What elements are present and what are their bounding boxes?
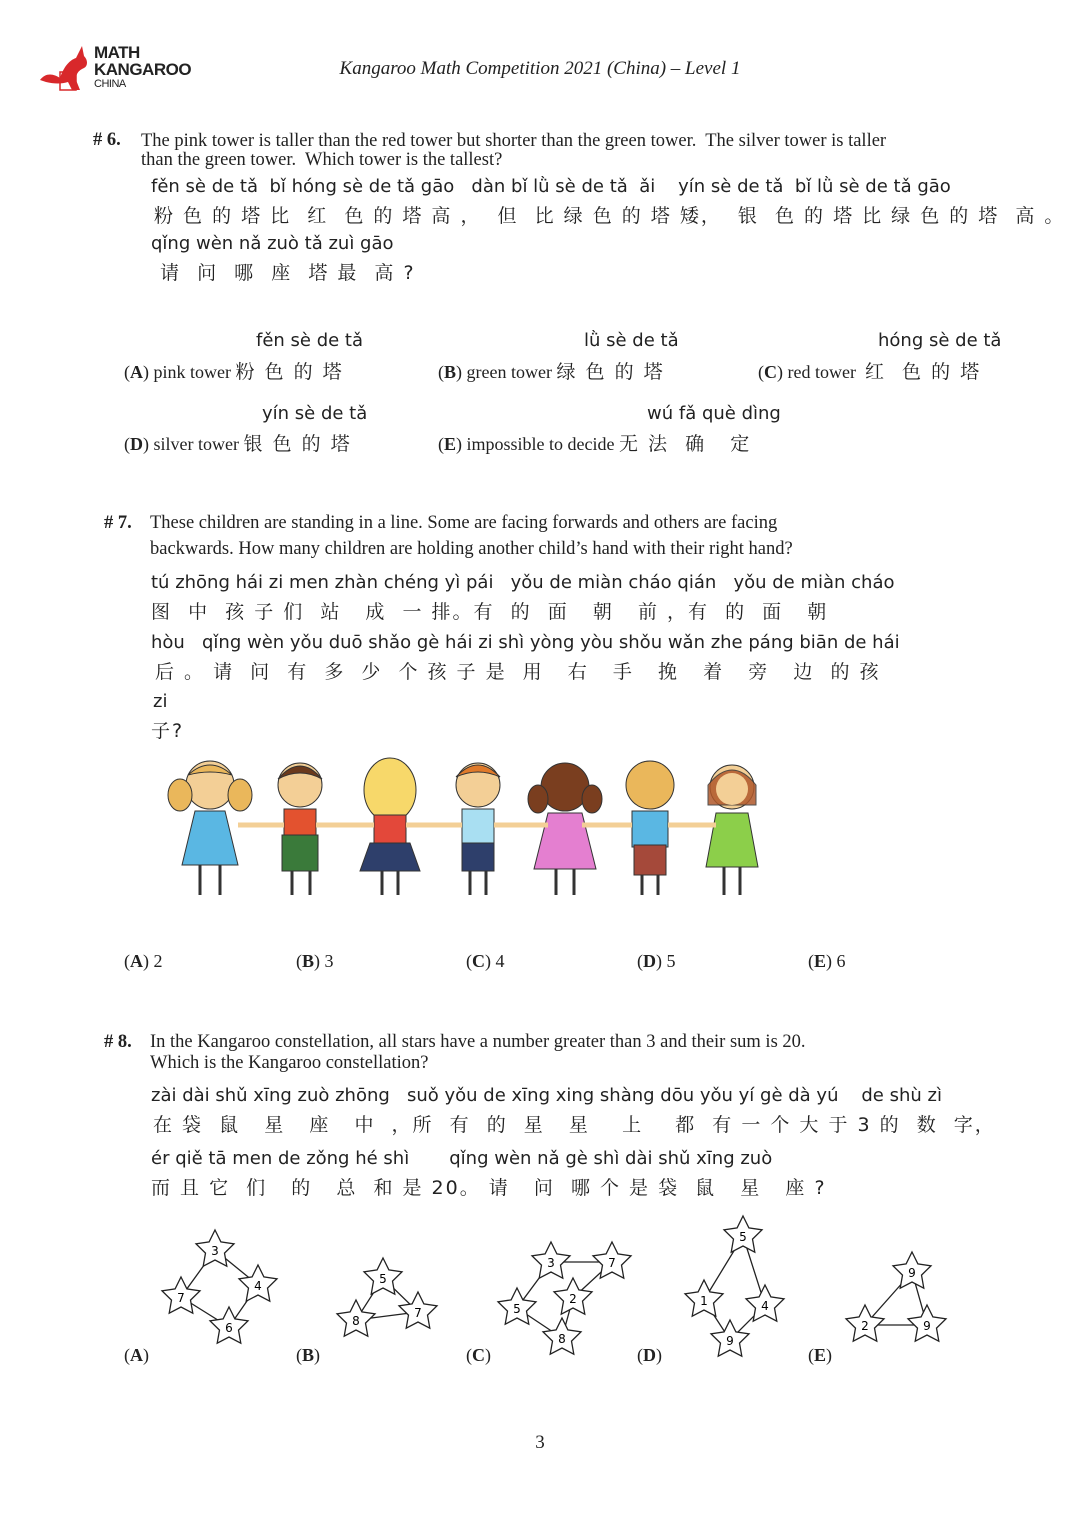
q6-option-e-pinyin: wú fǎ què dìng — [647, 403, 781, 424]
q6-option-a-pinyin: fěn sè de tǎ — [256, 330, 364, 351]
constellation-a-label: 3 — [211, 1244, 219, 1258]
constellation-a-label: 6 — [225, 1321, 233, 1335]
q7-option-e-letter: E — [814, 951, 827, 971]
q6-english-line1: The pink tower is taller than the red tower but shorter than the green tower. The silver tower is taller — [141, 131, 887, 151]
q8-option-c[interactable]: (C) — [466, 1345, 491, 1365]
q6-option-b-pinyin: lǜ sè de tǎ — [584, 330, 679, 351]
child-2 — [278, 763, 322, 895]
q6-option-c-chinese: 红 色 的 塔 — [864, 361, 982, 383]
q6-english-line2: than the green tower. Which tower is the tallest? — [141, 150, 503, 170]
q7-chinese-line3: 子? — [151, 720, 185, 742]
q7-option-a[interactable]: (A) 2 — [124, 951, 163, 971]
q8-option-b[interactable]: (B) — [296, 1345, 321, 1365]
q6-option-b-text: green tower — [466, 362, 552, 382]
q8-chinese-line2: 而 且 它 们 的 总 和 是 20。 请 问 哪 个 是 袋 鼠 星 座 ? — [151, 1177, 827, 1199]
child-4 — [456, 763, 500, 895]
q6-option-d-chinese: 银 色 的 塔 — [243, 433, 352, 455]
constellation-figures — [0, 1205, 1080, 1375]
q8-number: # 8. — [104, 1032, 132, 1052]
constellation-d-label: 4 — [761, 1299, 769, 1313]
constellation-a-label: 7 — [177, 1291, 185, 1305]
constellation-d-label: 5 — [739, 1230, 747, 1244]
child-6 — [626, 761, 674, 895]
q7-option-d[interactable]: (D) 5 — [637, 951, 676, 971]
constellation-c-label: 5 — [513, 1302, 521, 1316]
constellation-c-label: 3 — [547, 1256, 555, 1270]
q6-option-a-letter: A — [130, 362, 143, 382]
q7-option-d-value: 5 — [666, 951, 676, 971]
children-in-line-illustration — [160, 755, 790, 905]
q6-pinyin-line1: fěn sè de tǎ bǐ hóng sè de tǎ gāo dàn bǐ lǜ sè de tǎ ǎi yín sè de tǎ bǐ lǜ sè de tǎ gāo — [151, 176, 951, 197]
constellation-e — [846, 1252, 946, 1341]
q8-option-a-letter: A — [130, 1345, 143, 1365]
q7-option-d-letter: D — [643, 951, 656, 971]
q7-option-b[interactable]: (B) 3 — [296, 951, 334, 971]
q7-option-e[interactable]: (E) 6 — [808, 951, 846, 971]
q6-chinese-line2: 请 问 哪 座 塔 最 高 ? — [160, 262, 416, 284]
q8-option-d-letter: D — [643, 1345, 656, 1365]
q8-option-a[interactable]: (A) — [124, 1345, 149, 1365]
logo-line-china: CHINA — [94, 78, 126, 90]
q8-chinese-line1: 在 袋 鼠 星 座 中 ，所 有 的 星 星 上 都 有 一 个 大 于 3 的 数 字， — [153, 1114, 996, 1136]
q7-english-line2: backwards. How many children are holding another child’s hand with their right hand? — [150, 539, 793, 559]
child-1 — [168, 761, 252, 895]
q7-option-c[interactable]: (C) 4 — [466, 951, 505, 971]
q7-option-b-letter: B — [302, 951, 315, 971]
q8-pinyin-line1: zài dài shǔ xīng zuò zhōng suǒ yǒu de xīng xing shàng dōu yǒu yí gè dà yú de shù zì — [151, 1085, 942, 1106]
q6-option-a-chinese: 粉 色 的 塔 — [235, 361, 344, 383]
q6-option-c-text: red tower — [787, 362, 856, 382]
q7-option-a-value: 2 — [153, 951, 163, 971]
constellation-c-label: 2 — [569, 1292, 577, 1306]
q6-option-d-pinyin: yín sè de tǎ — [262, 403, 368, 424]
constellation-d — [685, 1216, 784, 1356]
q6-option-d-text: silver tower — [153, 434, 239, 454]
q6-option-b[interactable]: (B) green tower 绿 色 的 塔 — [438, 361, 665, 383]
q7-option-c-value: 4 — [495, 951, 505, 971]
q7-english-line1: These children are standing in a line. Some are facing forwards and others are facing — [150, 513, 778, 533]
q6-option-c-pinyin: hóng sè de tǎ — [878, 330, 1002, 351]
constellation-c-label: 8 — [558, 1332, 566, 1346]
constellation-a — [162, 1230, 277, 1343]
q8-option-b-letter: B — [302, 1345, 315, 1365]
logo-line-kangaroo: KANGAROO — [94, 60, 192, 79]
constellation-c — [498, 1242, 631, 1354]
q6-option-d-letter: D — [130, 434, 143, 454]
constellation-e-label: 9 — [923, 1319, 931, 1333]
constellation-b — [337, 1258, 437, 1336]
q6-pinyin-line2: qǐng wèn nǎ zuò tǎ zuì gāo — [151, 233, 394, 254]
q8-option-e-letter: E — [814, 1345, 827, 1365]
constellation-a-label: 4 — [254, 1279, 262, 1293]
constellation-e-label: 2 — [861, 1319, 869, 1333]
q6-option-e-text: impossible to decide — [466, 434, 615, 454]
q8-english-line1: In the Kangaroo constellation, all stars have a number greater than 3 and their sum is 20. — [150, 1032, 806, 1052]
q8-english-line2: Which is the Kangaroo constellation? — [150, 1053, 429, 1073]
q6-option-e-letter: E — [444, 434, 457, 454]
q6-option-e-chinese: 无 法 确 定 — [619, 433, 752, 455]
q6-option-b-letter: B — [444, 362, 457, 382]
constellation-d-label: 9 — [726, 1334, 734, 1348]
q6-option-e[interactable]: (E) impossible to decide 无 法 确 定 — [438, 433, 752, 455]
child-5 — [528, 763, 602, 895]
constellation-d-label: 1 — [700, 1294, 708, 1308]
constellation-b-label: 7 — [414, 1306, 422, 1320]
page-number: 3 — [535, 1432, 545, 1453]
constellation-e-label: 9 — [908, 1266, 916, 1280]
child-7 — [706, 765, 758, 895]
q6-option-a[interactable]: (A) pink tower 粉 色 的 塔 — [124, 361, 344, 383]
q8-option-c-letter: C — [472, 1345, 485, 1365]
constellation-c-label: 7 — [608, 1256, 616, 1270]
q7-pinyin-line2: hòu qǐng wèn yǒu duō shǎo gè hái zi shì yòng yòu shǒu wǎn zhe páng biān de hái — [151, 632, 900, 653]
q6-option-c[interactable]: (C) red tower 红 色 的 塔 — [758, 361, 982, 383]
q7-chinese-line2: 后 。 请 问 有 多 少 个 孩 子 是 用 右 手 挽 着 旁 边 的 孩 — [155, 661, 881, 683]
page-header-title: Kangaroo Math Competition 2021 (China) – Level 1 — [339, 58, 741, 79]
q7-number: # 7. — [104, 513, 132, 533]
q6-number: # 6. — [93, 130, 121, 150]
constellation-b-label: 5 — [379, 1272, 387, 1286]
q7-option-e-value: 6 — [836, 951, 846, 971]
logo-line-math: MATH — [94, 43, 140, 62]
q6-option-b-chinese: 绿 色 的 塔 — [556, 361, 665, 383]
constellation-b-label: 8 — [352, 1314, 360, 1328]
q7-option-a-letter: A — [130, 951, 143, 971]
q7-option-c-letter: C — [472, 951, 485, 971]
q7-pinyin-line3: zi — [153, 691, 168, 712]
q7-pinyin-line1: tú zhōng hái zi men zhàn chéng yì pái yǒu de miàn cháo qián yǒu de miàn cháo — [151, 572, 895, 593]
q6-option-a-text: pink tower — [153, 362, 231, 382]
q7-option-b-value: 3 — [324, 951, 334, 971]
q8-pinyin-line2: ér qiě tā men de zǒng hé shì qǐng wèn nǎ gè shì dài shǔ xīng zuò — [151, 1148, 773, 1169]
q6-option-d[interactable]: (D) silver tower 银 色 的 塔 — [124, 433, 352, 455]
q6-chinese-line1: 粉 色 的 塔 比 红 色 的 塔 高 ， 但 比 绿 色 的 塔 矮， 银 色 的 塔 比 绿 色 的 塔 高 。 — [154, 205, 1066, 227]
q7-chinese-line1: 图 中 孩 子 们 站 成 一 排。有 的 面 朝 前 ，有 的 面 朝 — [151, 601, 829, 623]
q6-option-c-letter: C — [764, 362, 777, 382]
q8-option-e[interactable]: (E) — [808, 1345, 833, 1365]
q8-option-d[interactable]: (D) — [637, 1345, 662, 1365]
